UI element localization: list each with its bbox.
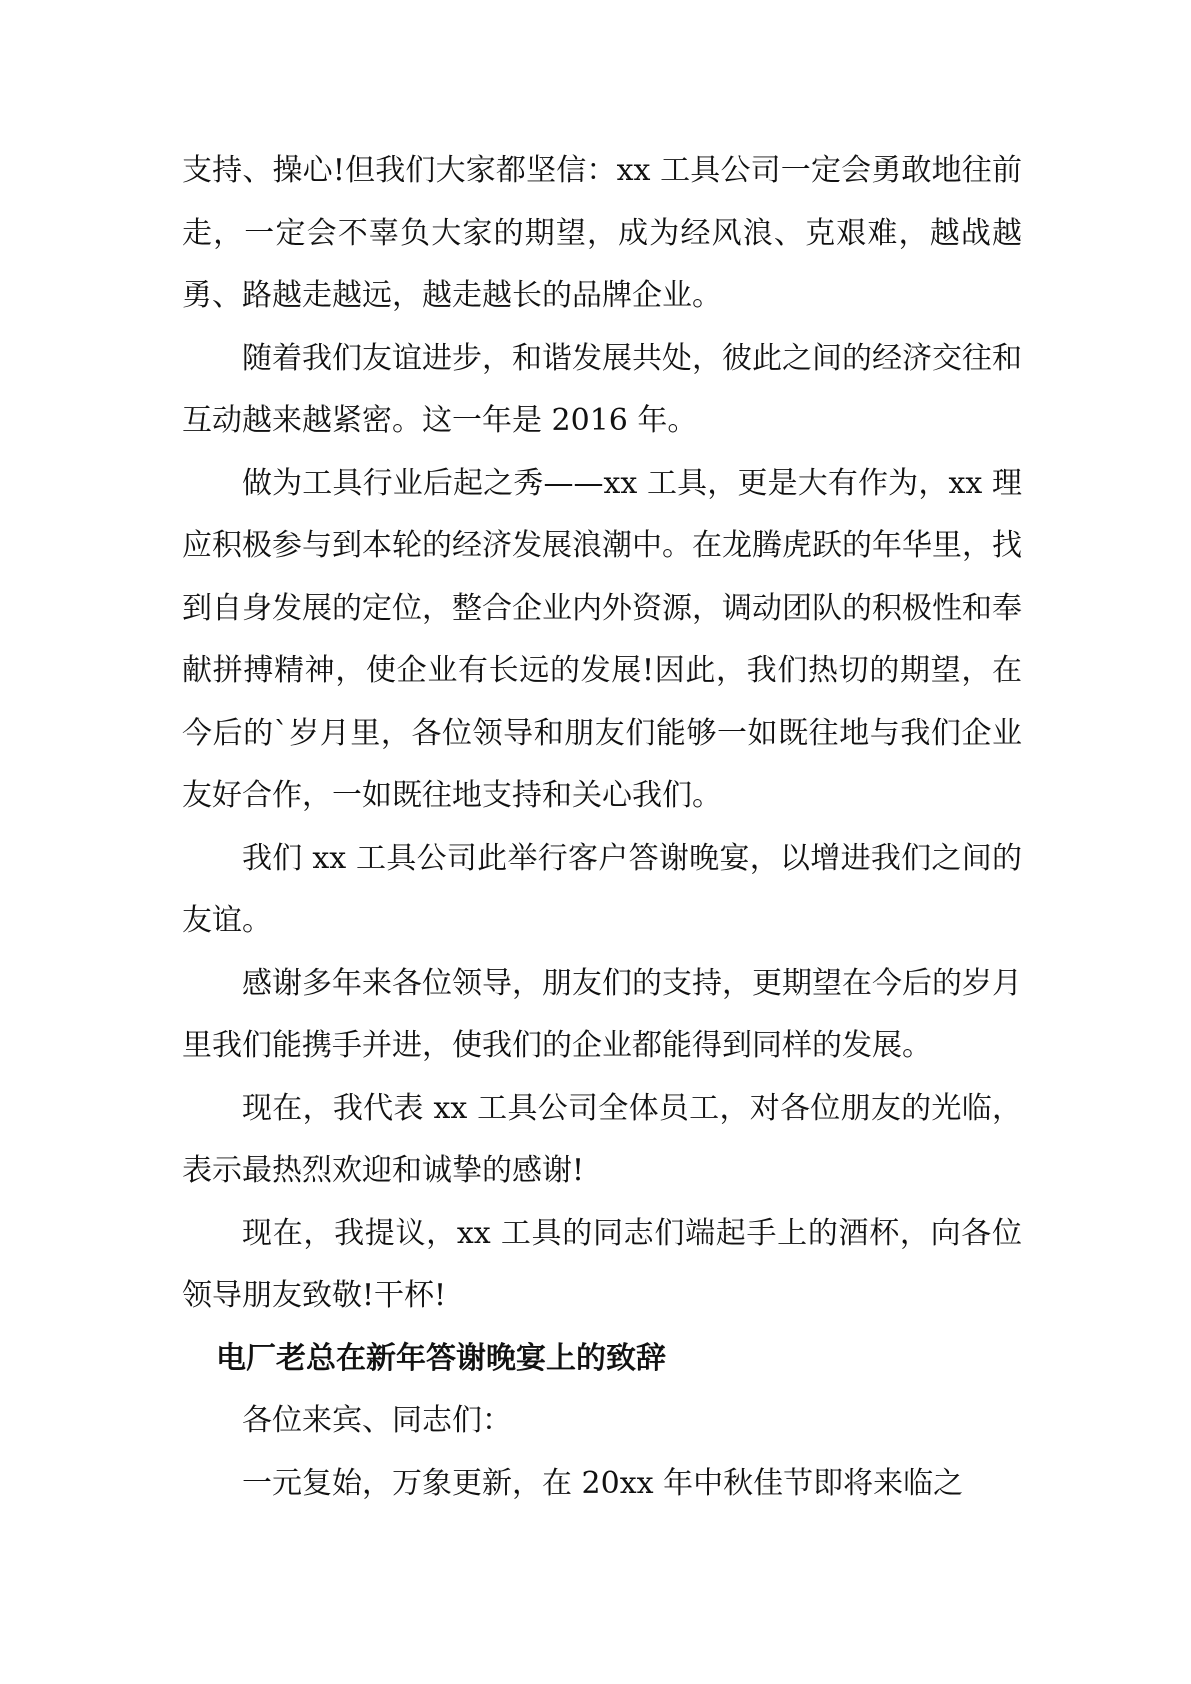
paragraph-3: 做为工具行业后起之秀——xx 工具，更是大有作为，xx 理应积极参与到本轮的经济发展浪潮中。在龙腾虎跃的年华里，找到自身发展的定位，整合企业内外资源，调动团队的积极性和奉献拼搏精神，使企业有长远的发展!因此，我们热切的期望，在今后的`岁月里，各位领导和朋友们能够一如既往地与我们企业友好合作，一如既往地支持和关心我们。	[182, 465, 1022, 813]
paragraph-5: 感谢多年来各位领导，朋友们的支持，更期望在今后的岁月里我们能携手并进，使我们的企业都能得到同样的发展。	[182, 965, 1022, 1063]
speech-opening: 一元复始，万象更新，在 20xx 年中秋佳节即将来临之	[242, 1465, 964, 1501]
document-body	[182, 140, 1022, 1515]
paragraph-7: 现在，我提议，xx 工具的同志们端起手上的酒杯，向各位领导朋友致敬!干杯!	[182, 1215, 1022, 1313]
paragraph-2: 随着我们友谊进步，和谐发展共处，彼此之间的经济交往和互动越来越紧密。这一年是 2016 年。	[182, 340, 1022, 438]
paragraph-4: 我们 xx 工具公司此举行客户答谢晚宴，以增进我们之间的友谊。	[182, 840, 1022, 938]
salutation: 各位来宾、同志们：	[242, 1403, 512, 1438]
section-title: 电厂老总在新年答谢晚宴上的致辞	[216, 1340, 666, 1376]
paragraph-1: 支持、操心!但我们大家都坚信：xx 工具公司一定会勇敢地往前走，一定会不辜负大家的期望，成为经风浪、克艰难，越战越勇、路越走越远，越走越长的品牌企业。	[182, 153, 1022, 313]
paragraph-6: 现在，我代表 xx 工具公司全体员工，对各位朋友的光临，表示最热烈欢迎和诚挚的感谢!	[182, 1090, 1022, 1188]
